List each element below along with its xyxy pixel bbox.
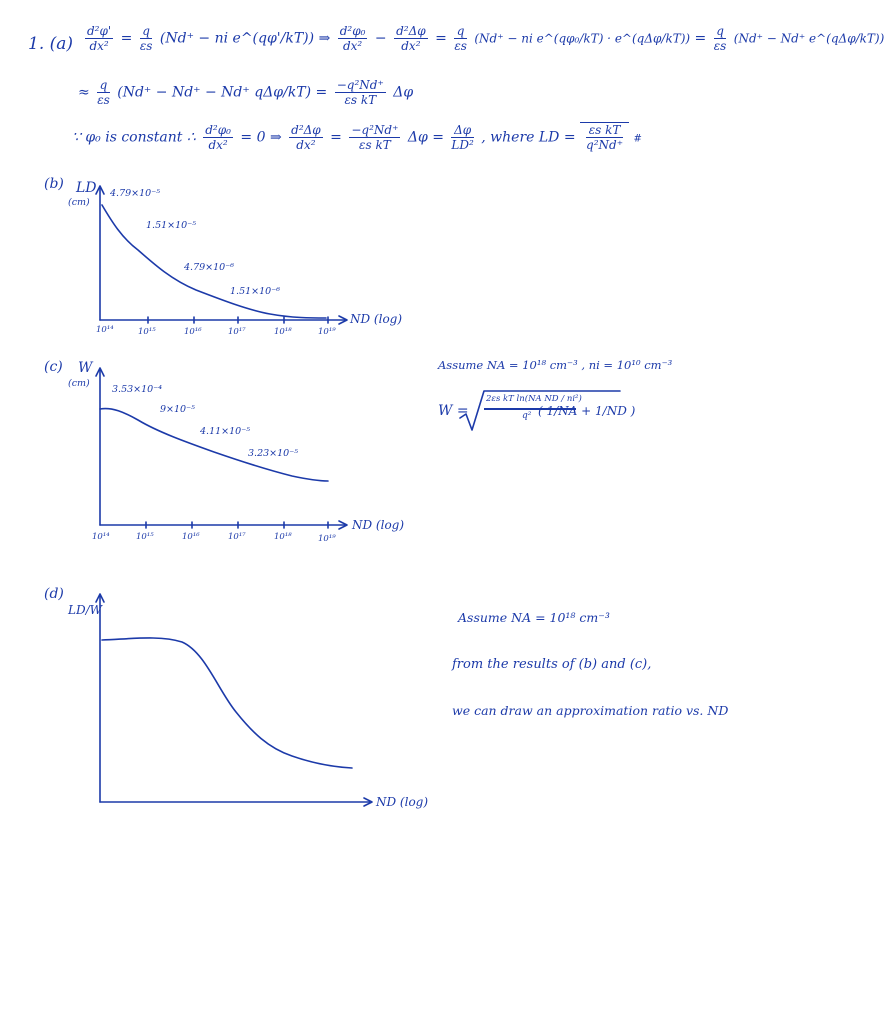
b-annot-4: 1.51×10⁻⁶ bbox=[230, 286, 281, 297]
line3-text: ∵ φ₀ is constant ∴ bbox=[72, 129, 196, 146]
b-xtick-3: 10¹⁷ bbox=[228, 327, 246, 337]
d-xlabel: ND (log) bbox=[376, 795, 429, 809]
frac-dphi-ld2: $\frac{\Delta\varphi}{\text{LD²}}$ bbox=[451, 123, 474, 152]
frac-q2nd-eskt: $\frac{\text{−q²Nd⁺}}{\text{εs kT}}$ bbox=[336, 78, 384, 107]
c-xtick-5: 10¹⁹ bbox=[318, 534, 336, 544]
d-note-2: we can draw an approximation ratio vs. ND bbox=[452, 703, 729, 718]
approx-sign: ≈ bbox=[78, 84, 90, 101]
b-ylabel: LD bbox=[76, 180, 97, 196]
b-annot-2: 1.51×10⁻⁵ bbox=[146, 220, 197, 231]
frac-q-es-1: $\frac{q}{\varepsilon s}$ bbox=[139, 24, 153, 53]
b-label: (b) bbox=[44, 176, 64, 192]
b-xtick-2: 10¹⁶ bbox=[184, 327, 202, 337]
line3-end: # bbox=[633, 133, 642, 145]
b-xlabel: ND (log) bbox=[350, 312, 403, 326]
d-assume: Assume NA = 10¹⁸ cm⁻³ bbox=[458, 610, 610, 625]
c-curve bbox=[100, 409, 328, 481]
c-annot-2: 9×10⁻⁵ bbox=[160, 404, 195, 415]
b-xtick-4: 10¹⁸ bbox=[274, 327, 292, 337]
eq1-rhs2: (Nd⁺ − ni e^(qφ₀/kT) · e^(qΔφ/kT)) bbox=[474, 31, 691, 46]
c-annot-3: 4.11×10⁻⁵ bbox=[200, 426, 251, 437]
frac-d2dphi-b: $\frac{\text{d²Δφ}}{\text{dx²}}$ bbox=[291, 123, 321, 152]
frac-q2nd-eskt-b: $\frac{\text{−q²Nd⁺}}{\text{εs kT}}$ bbox=[351, 123, 399, 152]
frac-q-es-2: $\frac{q}{\varepsilon s}$ bbox=[454, 24, 467, 53]
c-xlabel: ND (log) bbox=[352, 518, 405, 532]
d-ylabel: LD/W bbox=[68, 603, 102, 617]
b-annot-3: 4.79×10⁻⁶ bbox=[184, 262, 235, 273]
frac-d2phi0: $\frac{\text{d²φ₀}}{\text{dx²}}$ bbox=[339, 24, 366, 53]
frac-q-es-4: $\frac{q}{\varepsilon s}$ bbox=[97, 78, 110, 107]
part-a-equation-line1: $\frac{\text{d²φ'}}{\text{dx²}}$ = $\frac{q}{\varepsilon s}$ (Nd⁺ − ni e^(qφ'/kT)) ⇒ $\frac{\text{d²φ₀}}{\text{dx²}}$ − $\frac{\text{d²Δφ}}{\text{dx²}}$ = $\frac{q}{\varepsilon s}$ (Nd⁺ − ni e^(qφ₀/kT) · e^(qΔφ/kT)) = $\frac{q}{\varepsilon s}$ (Nd⁺ − Nd⁺ e^(qΔφ/kT)) bbox=[87, 24, 884, 53]
line3-eq0: = 0 ⇒ bbox=[240, 129, 282, 146]
b-xtick-1: 10¹⁵ bbox=[138, 327, 156, 337]
c-formula-den: q² bbox=[522, 411, 532, 421]
c-ylabel: W bbox=[78, 360, 93, 376]
d-label: (d) bbox=[44, 586, 64, 602]
c-xtick-3: 10¹⁷ bbox=[228, 532, 246, 542]
implies-arrow-1: ⇒ bbox=[318, 30, 331, 47]
frac-q-es-3: $\frac{q}{\varepsilon s}$ bbox=[713, 24, 727, 53]
sqrt-ld: $\frac{\text{εs kT}}{\text{q²Nd⁺}}$ bbox=[580, 122, 629, 152]
c-yunit: (cm) bbox=[68, 378, 90, 389]
c-formula-lhs: W = bbox=[438, 403, 469, 419]
part-a-equation-line3: ∵ φ₀ is constant ∴ $\frac{\text{d²φ₀}}{\text{dx²}}$ = 0 ⇒ $\frac{\text{d²Δφ}}{\text{dx²}}$ = $\frac{\text{−q²Nd⁺}}{\text{εs kT}}$ Δφ = $\frac{\Delta\varphi}{\text{LD²}}$ , where LD = $\frac{\text{εs kT}}{\text{q²Nd⁺}}$ # bbox=[72, 123, 642, 152]
d-note-1: from the results of (b) and (c), bbox=[452, 657, 652, 672]
part-a-equation-line2: ≈ $\frac{q}{\varepsilon s}$ (Nd⁺ − Nd⁺ − Nd⁺ qΔφ/kT) = $\frac{\text{−q²Nd⁺}}{\text{εs kT}}$ Δφ bbox=[78, 78, 414, 107]
frac-d2dphi: $\frac{\text{d²Δφ}}{\text{dx²}}$ bbox=[396, 24, 426, 53]
eq1-rhs1: (Nd⁺ − ni e^(qφ'/kT)) bbox=[159, 30, 315, 47]
line3-mid: Δφ = bbox=[407, 129, 444, 146]
line2-tail: Δφ bbox=[393, 84, 414, 101]
c-formula-tail: ( 1/NA + 1/ND ) bbox=[538, 404, 636, 418]
b-xtick-0: 10¹⁴ bbox=[96, 325, 114, 335]
b-annot-1: 4.79×10⁻⁵ bbox=[110, 188, 161, 199]
c-formula-num: 2εs kT ln(NA ND / ni²) bbox=[486, 394, 582, 404]
c-xtick-2: 10¹⁶ bbox=[182, 532, 200, 542]
c-label: (c) bbox=[44, 359, 63, 375]
b-yunit: (cm) bbox=[68, 197, 90, 208]
c-assume: Assume NA = 10¹⁸ cm⁻³ , ni = 10¹⁰ cm⁻³ bbox=[438, 358, 673, 372]
b-xtick-5: 10¹⁹ bbox=[318, 327, 336, 337]
c-xtick-1: 10¹⁵ bbox=[136, 532, 154, 542]
c-annot-1: 3.53×10⁻⁴ bbox=[112, 384, 163, 395]
c-xtick-0: 10¹⁴ bbox=[92, 532, 110, 542]
eq1-rhs3: (Nd⁺ − Nd⁺ e^(qΔφ/kT)) bbox=[733, 31, 884, 46]
line3-where: , where LD = bbox=[481, 129, 576, 146]
frac-d2phi-prime: $\frac{\text{d²φ'}}{\text{dx²}}$ bbox=[87, 24, 112, 53]
part-a-label: 1. (a) bbox=[28, 34, 74, 54]
frac-d2phi0-b: $\frac{\text{d²φ₀}}{\text{dx²}}$ bbox=[205, 123, 231, 152]
c-xtick-4: 10¹⁸ bbox=[274, 532, 292, 542]
c-annot-4: 3.23×10⁻⁵ bbox=[248, 448, 299, 459]
d-curve bbox=[102, 638, 352, 768]
line2-body: (Nd⁺ − Nd⁺ − Nd⁺ qΔφ/kT) bbox=[117, 84, 312, 101]
